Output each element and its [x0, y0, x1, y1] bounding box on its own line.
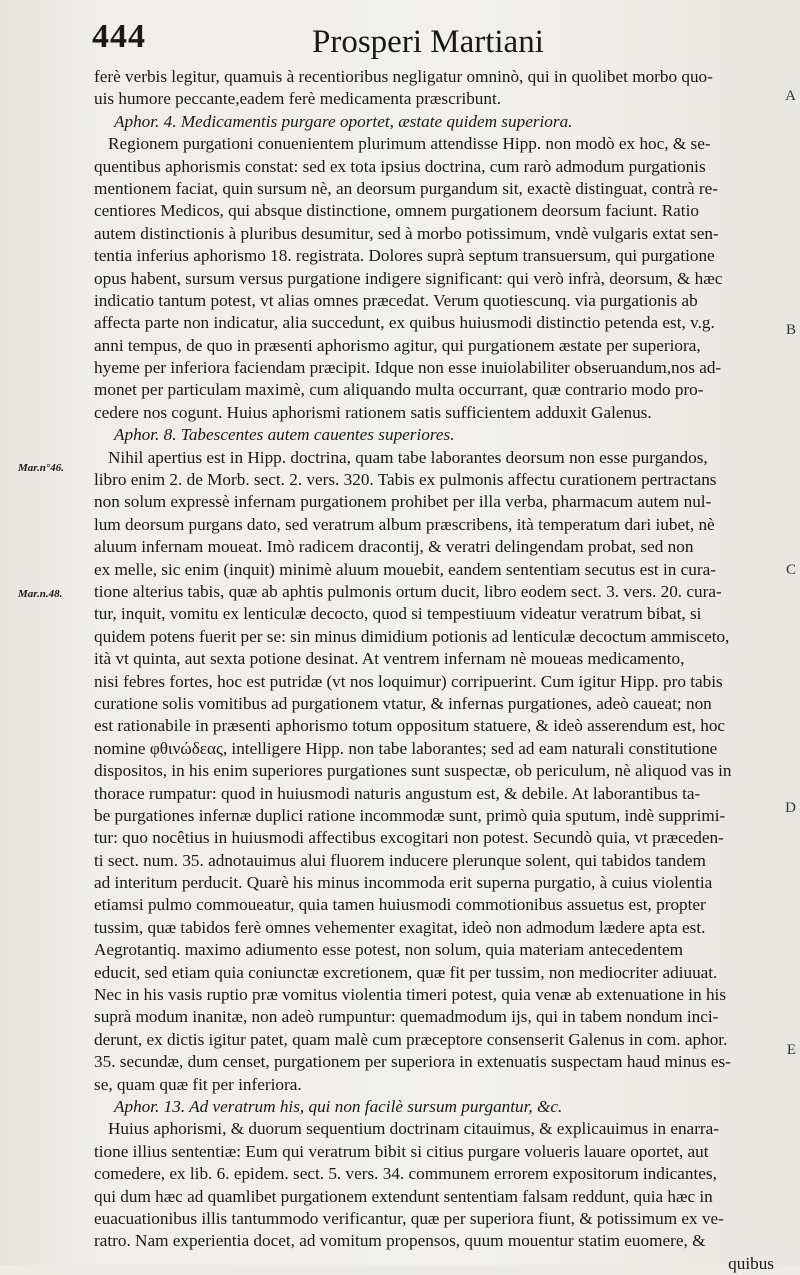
text-line: be purgationes infernæ duplici ratione incommodæ sunt, primò quia sputum, indè supprimi- — [94, 805, 726, 825]
text-line: thorace rumpatur: quod in huiusmodi naturis angustum est, & debile. At laborantibus ta- — [94, 783, 701, 803]
text-line: qui dum hæc ad quamlibet purgationem extendunt sententiam falsam reddunt, quia hæc in — [94, 1186, 713, 1206]
text-line: libro enim 2. de Morb. sect. 2. vers. 320. Tabis ex pulmonis affectu curationem pertractans — [94, 470, 717, 490]
text-line: tione illius sententiæ: Eum qui veratrum bibit si citius purgare volueris lauare oportet, aut — [94, 1141, 709, 1161]
text-line: Huius aphorismi, & duorum sequentium doctrinam citauimus, & explicauimus in enarra- — [108, 1119, 719, 1139]
text-line: euacuationibus illis tantummodo verificantur, quæ per superiora fiunt, & potissimum ex ve- — [94, 1208, 724, 1228]
text-line: ti sect. num. 35. adnotauimus alui fluorem inducere plerunque solent, qui tabidos tandem — [94, 850, 706, 870]
text-line: tussim, quæ tabidos ferè omnes vehementer exagitat, ideò non admodum lædere apta est. — [94, 917, 706, 937]
page-header — [92, 18, 752, 68]
text-line: Aegrotantiq. maximo adiumento esse potest, non solum, quia materiam antecedentem — [94, 940, 683, 960]
text-line: quibus — [728, 1253, 774, 1273]
text-line: hyeme per inferiora faciendam præcipit. Idque non esse inuiolabiliter obseruandum,nos ad- — [94, 358, 722, 378]
text-line: tur, inquit, vomitu ex lenticulæ decocto, quod si tempestiuum videatur veratrum bibat, si — [94, 604, 702, 624]
text-line: tione alterius tabis, quæ ab aphtis pulmonis ortum ducit, libro eodem sect. 3. vers. 20. cura- — [94, 581, 722, 601]
text-line: tur: quo nocêtius in huiusmodi affectibus excogitari non potest. Secundò quia, vt præceden- — [94, 828, 724, 848]
text-line: curatione solis vomitibus ad purgationem vtatur, & infernas purgationes, adeò caueat; non — [94, 693, 712, 713]
text-line: comedere, ex lib. 6. epidem. sect. 5. vers. 34. communem errorem expositorum indicantes, — [94, 1164, 717, 1184]
text-line: Nihil apertius est in Hipp. doctrina, quam tabe laborantes deorsum non esse purgandos, — [108, 447, 708, 467]
text-line: suprà modum inanitæ, non adeò rumpuntur: quemadmodum ijs, qui in tabem nondum inci- — [94, 1007, 719, 1027]
text-line: indicatio tantum potest, vt alias omnes præcedat. Verum quotiescunq. via purgationis ab — [94, 290, 698, 310]
text-line: ad interitum perducit. Quarè his minus incommoda erit superna purgatio, à cuius violentia — [94, 873, 713, 893]
text-line: quentibus aphorismis constat: sed ex tota ipsius doctrina, cum rarò admodum purgationis — [94, 156, 706, 176]
text-line: derunt, ex dictis igitur patet, quam malè cum præceptore consenserit Galenus in com. aphor. — [94, 1029, 728, 1049]
text-line: aluum infernam moueat. Imò radicem dracontij, & veratri delingendam probat, sed non — [94, 537, 694, 557]
margin-letter: B — [785, 322, 796, 338]
text-line: se, quam quæ fit per inferiora. — [94, 1074, 302, 1094]
text-line: centiores Medicos, qui absque distinctione, omnem purgationem deorsum faciunt. Ratio — [94, 201, 699, 221]
text-line: 35. secundæ, dum censet, purgationem per superiora in extenuatis suspectam haud minus es- — [94, 1052, 731, 1072]
text-line: mentionem faciat, quin sursum nè, an deorsum purgandum sit, exactè distinguat, contrà re- — [94, 178, 718, 198]
text-line: uis humore peccante,eadem ferè medicamenta præscribunt. — [94, 89, 502, 109]
text-line: ità vt quinta, aut sexta potione desinat. At ventrem infernam nè moueas medicamento, — [94, 649, 685, 669]
margin-letter: E — [786, 1042, 796, 1058]
text-line: cedere nos cogunt. Huius aphorismi rationem satis sufficientem adduxit Galenus. — [94, 402, 652, 422]
text-line: tentia inferius aphorismo 18. registrata. Dolores suprà septum transuersum, qui purgatione — [94, 246, 715, 266]
text-line: opus habent, sursum versus purgatione indigere significant: qui verò infrà, deorsum, & hæc — [94, 268, 723, 288]
text-line: affecta parte non indicatur, alia succedunt, ex quibus huiusmodi distinctio petenda est, v.g. — [94, 313, 715, 333]
margin-letter: C — [785, 562, 796, 578]
aphorism-heading-line: Aphor. 13. Ad veratrum his, qui non facilè sursum purgantur, &c. — [114, 1096, 563, 1116]
aphorism-heading-line: Aphor. 4. Medicamentis purgare oportet, æstate quidem superiora. — [114, 111, 573, 131]
text-line: anni tempus, de quo in præsenti aphorismo agitur, qui purgationem æstate per superiora, — [94, 335, 701, 355]
text-line: educit, sed etiam quia coniunctæ excretionem, quæ fit per tussim, non mediocriter adiuuat. — [94, 962, 718, 982]
text-line: Nec in his vasis ruptio præ vomitus violentia timeri potest, quia venæ ab extenuatione in his — [94, 985, 727, 1005]
text-line: ex melle, sic enim (inquit) minimè aluum mouebit, eandem sententiam secutus est in cura- — [94, 559, 716, 579]
text-line: nomine φθινώδεας, intelligere Hipp. non tabe laborantes; sed ad eam naturali constitutione — [94, 738, 718, 758]
margin-letter: A — [785, 88, 796, 104]
text-line: non solum expressè infernam purgationem prohibet per illa verba, pharmacum autem nul- — [94, 492, 712, 512]
margin-note: Mar.n.48. — [18, 588, 63, 600]
text-line: autem distinctionis à pluribus desumitur, sed à morbo potissimum, vndè vulgaris extat sen- — [94, 223, 719, 243]
margin-letter: D — [785, 800, 796, 816]
text-line: Regionem purgationi conuenientem plurimum attendisse Hipp. non modò ex hoc, & se- — [108, 134, 711, 154]
text-line: ratro. Nam experientia docet, ad vomitum propensos, quum mouentur statim euomere, & — [94, 1231, 706, 1251]
text-line: lum deorsum purgans dato, sed veratrum album præscribens, ità temperatum dari iubet, nè — [94, 514, 715, 534]
text-line: dispositos, in his enim superiores purgationes sunt suspectæ, ob periculum, nè aliquod vas in — [94, 761, 732, 781]
text-line: ferè verbis legitur, quamuis à recentioribus negligatur omninò, qui in quolibet morbo quo- — [94, 67, 713, 86]
aphorism-heading-line: Aphor. 8. Tabescentes autem cauentes superiores. — [114, 425, 455, 445]
running-title: Prosperi Martiani — [312, 24, 544, 60]
text-line: quidem potens fuerit per se: sin minus dimidium potionis ad lenticulæ decoctum ammisceto, — [94, 626, 730, 646]
text-line: nisi febres fortes, hoc est putridæ (vt nos loquimur) corripuerint. Cum igitur Hipp. pro tabis — [94, 671, 723, 691]
page-body-text — [94, 66, 784, 1275]
margin-note: Mar.n°46. — [18, 462, 64, 474]
text-line: monet per particulam maximè, cum aliquando multa occurrant, quæ contrario modo pro- — [94, 380, 704, 400]
text-line: est rationabile in præsenti aphorismo totum oppositum statuere, & ideò asserendum est, hoc — [94, 716, 726, 736]
page-number: 444 — [92, 18, 146, 55]
text-line: etiamsi pulmo commoueatur, quia tamen huiusmodi commotionibus assuetus est, propter — [94, 895, 706, 915]
